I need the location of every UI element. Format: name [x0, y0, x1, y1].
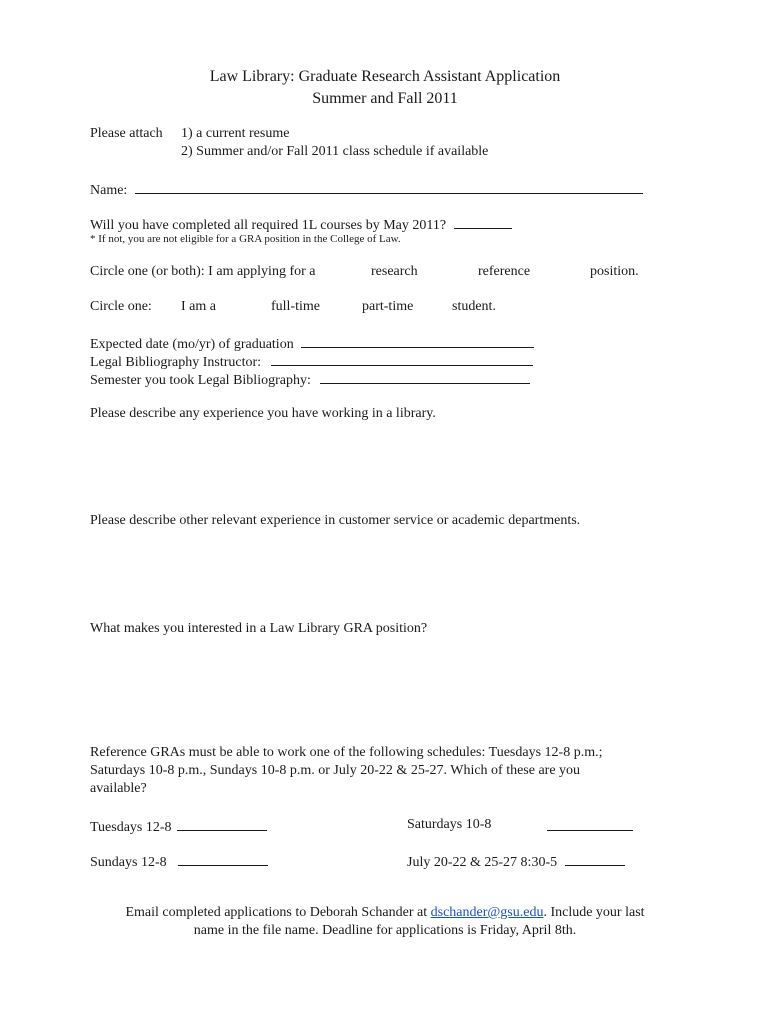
- attach-item-resume: 1) a current resume: [181, 126, 290, 141]
- semester-label: Semester you took Legal Bibliography:: [90, 373, 311, 388]
- status-option-part-time[interactable]: part-time: [362, 299, 414, 314]
- courses-answer-line[interactable]: [454, 214, 512, 229]
- name-input-line[interactable]: [135, 179, 643, 194]
- graduation-input-line[interactable]: [301, 333, 534, 348]
- schedule-tuesdays-row: [90, 816, 267, 837]
- schedule-july-row: [407, 851, 625, 872]
- position-prompt: Circle one (or both): I am applying for a: [90, 264, 316, 279]
- schedule-sundays-row: [90, 851, 268, 872]
- status-suffix: student.: [452, 299, 496, 314]
- schedule-saturdays-line[interactable]: [547, 816, 633, 831]
- footer-email-prefix: Email completed applications to Deborah Schander at: [125, 905, 431, 920]
- name-label: Name:: [90, 183, 128, 198]
- schedule-july-label: July 20-22 & 25-27 8:30-5: [407, 855, 558, 870]
- question-library-experience: Please describe any experience you have working in a library.: [90, 406, 436, 421]
- semester-input-line[interactable]: [320, 369, 530, 384]
- instructor-input-line[interactable]: [271, 351, 533, 366]
- footer-email-link[interactable]: dschander@gsu.edu: [430, 905, 544, 920]
- footer-line2: name in the file name. Deadline for applications is Friday, April 8th.: [193, 923, 577, 938]
- attach-item-schedule: 2) Summer and/or Fall 2011 class schedule if available: [181, 144, 489, 159]
- schedule-intro-line2: Saturdays 10-8 p.m., Sundays 10-8 p.m. or July 20-22 & 25-27. Which of these are you: [90, 763, 581, 778]
- instructor-label: Legal Bibliography Instructor:: [90, 355, 262, 370]
- schedule-tuesdays-label: Tuesdays 12-8: [90, 820, 172, 835]
- form-subtitle: Summer and Fall 2011: [312, 90, 458, 107]
- schedule-intro-line1: Reference GRAs must be able to work one of the following schedules: Tuesdays 12-8 p.m.;: [90, 745, 603, 760]
- position-suffix: position.: [590, 264, 639, 279]
- footer-email-suffix: . Include your last: [543, 905, 645, 920]
- position-option-research[interactable]: research: [371, 264, 418, 279]
- courses-note: * If not, you are not eligible for a GRA position in the College of Law.: [90, 233, 401, 245]
- schedule-saturdays-label: Saturdays 10-8: [407, 817, 492, 832]
- form-title: Law Library: Graduate Research Assistant Application: [209, 68, 561, 85]
- schedule-intro-line3: available?: [90, 781, 147, 796]
- semester-row: [90, 369, 530, 390]
- name-field-row: [90, 179, 643, 200]
- schedule-tuesdays-line[interactable]: [177, 816, 267, 831]
- attach-label: Please attach: [90, 126, 163, 141]
- position-option-reference[interactable]: reference: [478, 264, 531, 279]
- courses-question: Will you have completed all required 1L courses by May 2011?: [90, 218, 447, 233]
- question-customer-service: Please describe other relevant experience in customer service or academic departments.: [90, 513, 581, 528]
- footer-line1: [0, 904, 770, 922]
- status-iam: I am a: [181, 299, 216, 314]
- status-prompt: Circle one:: [90, 299, 152, 314]
- question-interest: What makes you interested in a Law Library GRA position?: [90, 621, 428, 636]
- schedule-sundays-label: Sundays 12-8: [90, 855, 167, 870]
- status-option-full-time[interactable]: full-time: [271, 299, 320, 314]
- schedule-sundays-line[interactable]: [178, 851, 268, 866]
- schedule-july-line[interactable]: [565, 851, 625, 866]
- graduation-label: Expected date (mo/yr) of graduation: [90, 337, 294, 352]
